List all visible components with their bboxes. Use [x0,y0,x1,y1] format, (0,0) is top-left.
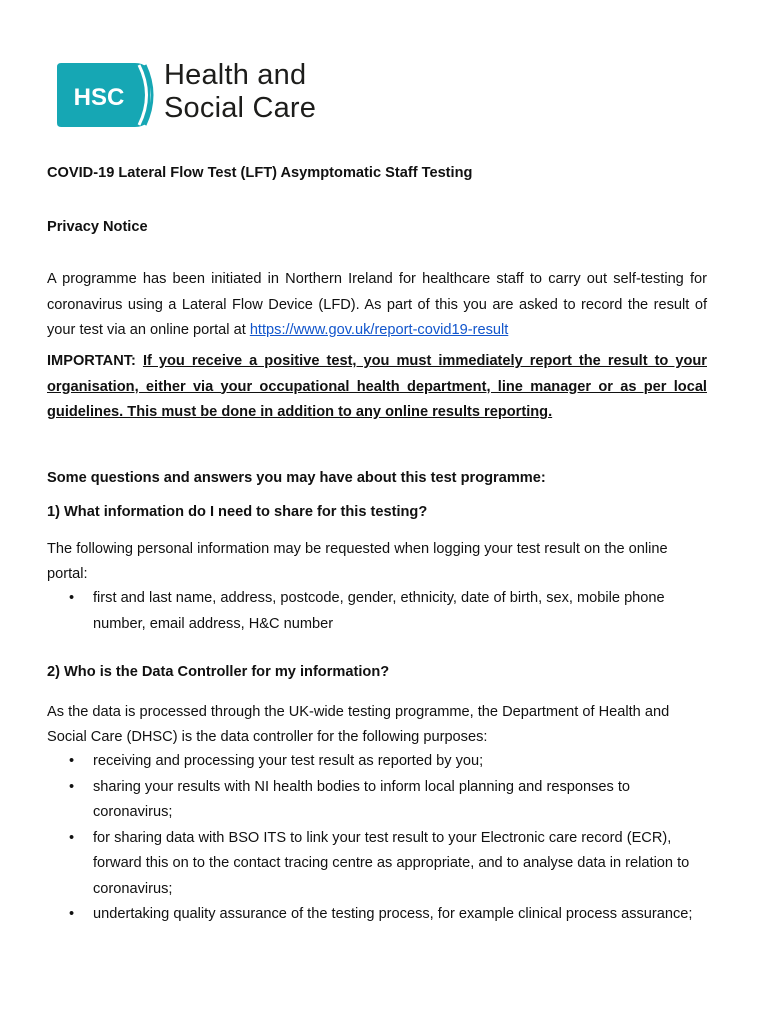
intro-text: A programme has been initiated in Northern Ireland for healthcare staff to carry out self-testing for coronavirus using a Lateral Flow Device (LFD). As part of this you are asked to record the result of your test via an online portal at [47,271,707,338]
list-item: • receiving and processing your test result as reported by you; [47,749,712,775]
list-item: • sharing your results with NI health bodies to inform local planning and responses to coronavirus; [47,775,712,826]
intro-paragraph [47,267,707,344]
important-notice [47,349,707,426]
logo-abbr: HSC [73,84,125,111]
bullet-icon: • [69,590,75,606]
bullet-icon: • [69,753,75,769]
hsc-logo [55,58,325,134]
answer-2-list [47,749,712,928]
logo-line-1: Health and [164,59,307,91]
bullet-icon: • [69,778,75,795]
important-label: IMPORTANT [47,353,132,369]
important-text: If you receive a positive test, you must immediately report the result to your organisation, either via your occupational health department, line manager or as per local guidelines. This must be done in addition to any online results reporting. [47,353,707,420]
report-result-link[interactable]: https://www.gov.uk/report-covid19-result [249,322,509,338]
document-subtitle: Privacy Notice [47,219,148,235]
answer-1-text: The following personal information may be requested when logging your test result on the online portal: [47,541,668,582]
document-title: COVID-19 Lateral Flow Test (LFT) Asymptomatic Staff Testing [47,165,473,181]
list-item: • for sharing data with BSO ITS to link your test result to your Electronic care record (ECR), forward this on to the contact tracing centre as appropriate, and to analyse data in relation to coronavirus; [47,826,712,903]
qa-heading: Some questions and answers you may have about this test programme: [47,470,546,486]
answer-2-text: As the data is processed through the UK-wide testing programme, the Department of Health and Social Care (DHSC) is the data controller for the following purposes: [47,704,670,745]
logo-wordmark [164,59,316,125]
question-1: 1) What information do I need to share for this testing? [47,504,428,520]
important-separator: : [131,353,143,369]
answer-1-list [47,586,712,637]
bullet-icon: • [69,906,75,922]
logo-line-2: Social Care [164,92,317,124]
question-2: 2) Who is the Data Controller for my information? [47,664,390,680]
list-item: • undertaking quality assurance of the testing process, for example clinical process assurance; [47,902,712,928]
bullet-icon: • [69,829,75,846]
hsc-logo-mark [55,61,155,129]
list-item: • first and last name, address, postcode, gender, ethnicity, date of birth, sex, mobile phone number, email address, H&C number [47,586,712,637]
